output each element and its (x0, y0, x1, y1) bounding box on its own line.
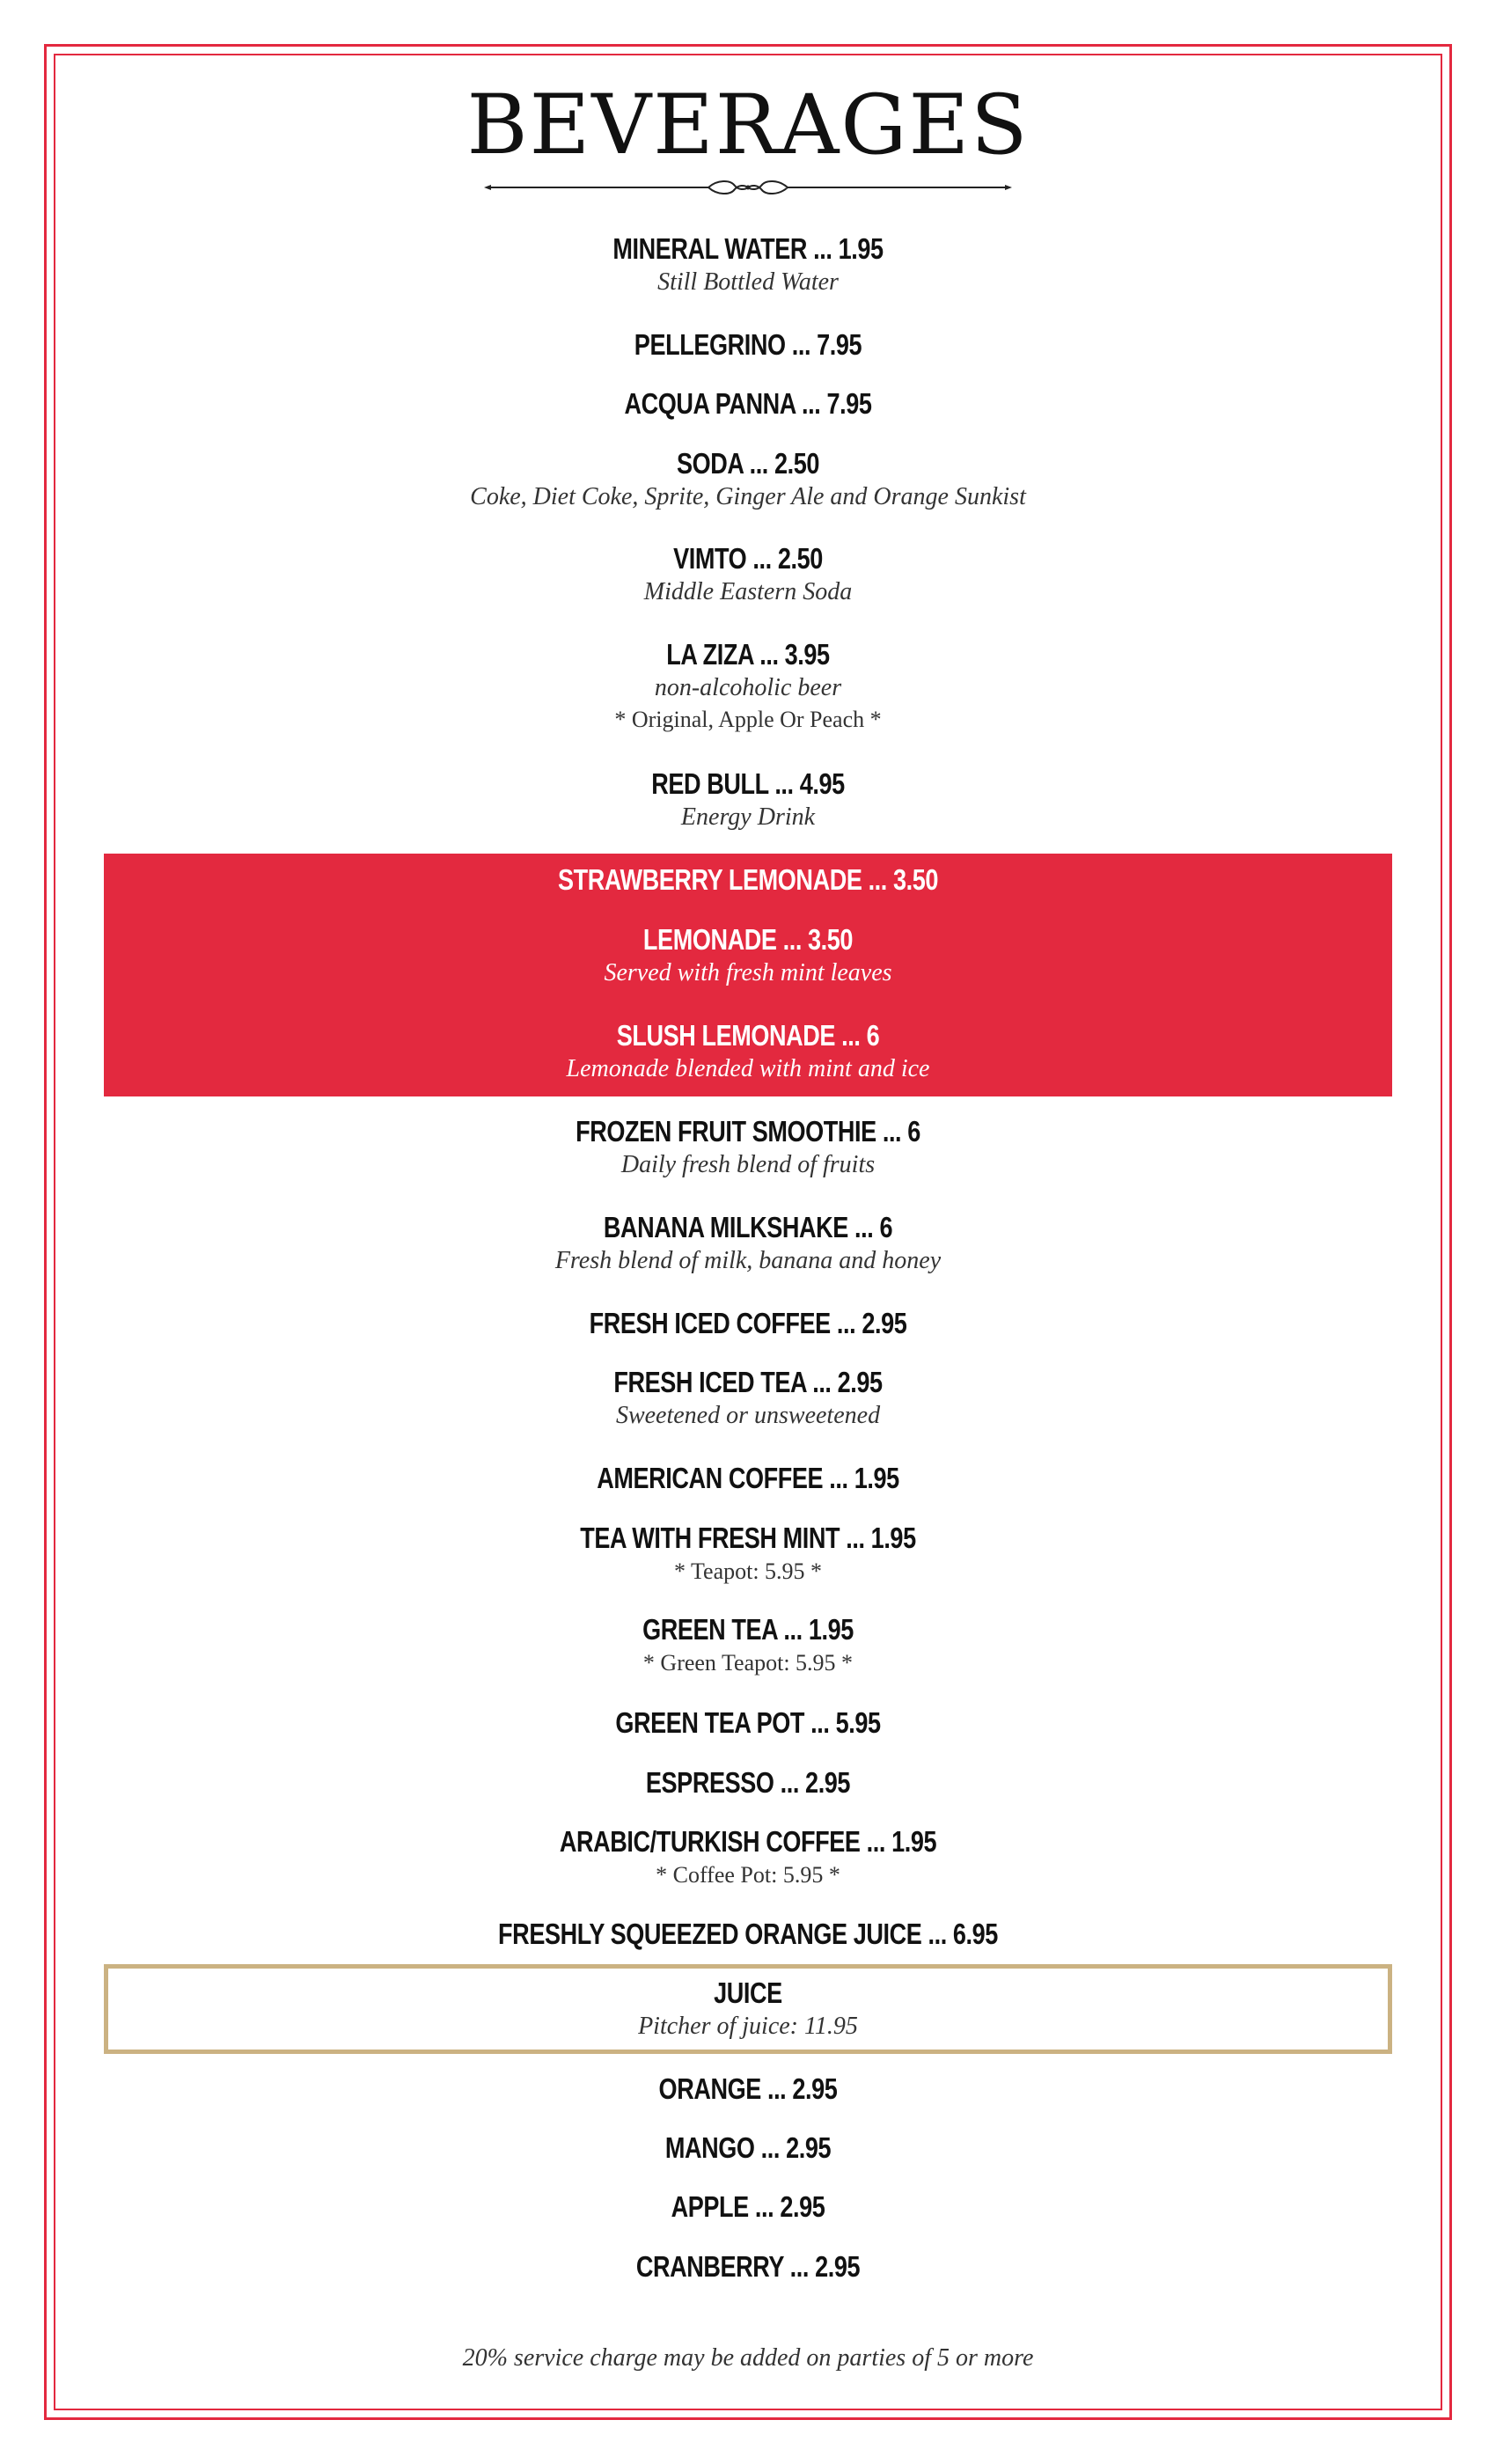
item-note: * Green Teapot: 5.95 * (642, 1650, 854, 1676)
menu-item (0, 541, 1496, 608)
item-description: Served with fresh mint leaves (604, 959, 892, 986)
item-name: STRAWBERRY LEMONADE ... 3.50 (557, 863, 939, 896)
menu-item (0, 231, 1496, 298)
item-description: Middle Eastern Soda (643, 578, 853, 605)
item-name: FRESHLY SQUEEZED ORANGE JUICE ... 6.95 (498, 1918, 998, 1950)
item-name: VIMTO ... 2.50 (673, 542, 823, 575)
item-name: AMERICAN COFFEE ... 1.95 (597, 1462, 899, 1494)
item-name: PELLEGRINO ... 7.95 (634, 328, 862, 361)
item-description: Still Bottled Water (657, 268, 839, 296)
item-name: SLUSH LEMONADE ... 6 (616, 1019, 880, 1052)
item-name: MINERAL WATER ... 1.95 (612, 232, 884, 265)
menu-item (0, 766, 1496, 833)
menu-item-highlighted (0, 922, 1496, 989)
item-name: GREEN TEA ... 1.95 (642, 1613, 854, 1646)
item-name: FRESH ICED TEA ... 2.95 (613, 1366, 883, 1398)
menu-item (0, 1365, 1496, 1432)
item-name: SODA ... 2.50 (676, 447, 820, 480)
item-name: RED BULL ... 4.95 (651, 767, 845, 800)
menu-item (0, 386, 1496, 422)
menu-item (0, 446, 1496, 513)
item-name: CRANBERRY ... 2.95 (635, 2250, 861, 2283)
juice-heading: JUICE (714, 1976, 782, 2009)
service-charge-note: 20% service charge may be added on parties of 5 or more (462, 2344, 1034, 2372)
juice-item (0, 2189, 1496, 2225)
ornamental-divider-icon (484, 176, 1012, 199)
juice-item (0, 2130, 1496, 2166)
item-name: ESPRESSO ... 2.95 (645, 1766, 851, 1799)
juice-section-header (0, 1976, 1496, 2042)
menu-item (0, 327, 1496, 363)
item-description: Sweetened or unsweetened (615, 1402, 881, 1429)
juice-description: Pitcher of juice: 11.95 (638, 2013, 858, 2040)
item-name: ACQUA PANNA ... 7.95 (624, 387, 872, 420)
item-note: * Original, Apple Or Peach * (614, 707, 882, 732)
item-note: * Coffee Pot: 5.95 * (656, 1862, 840, 1888)
menu-item (0, 1917, 1496, 1952)
item-name: TEA WITH FRESH MINT ... 1.95 (580, 1522, 916, 1554)
item-name: FROZEN FRUIT SMOOTHIE ... 6 (576, 1115, 920, 1148)
menu-item (0, 1824, 1496, 1891)
juice-item (0, 2072, 1496, 2107)
menu-item (0, 1306, 1496, 1341)
item-description: Energy Drink (680, 803, 816, 831)
item-name: GREEN TEA POT ... 5.95 (615, 1706, 881, 1739)
item-description: Daily fresh blend of fruits (620, 1151, 876, 1178)
item-description: Coke, Diet Coke, Sprite, Ginger Ale and Orange Sunkist (470, 483, 1026, 510)
juice-item (0, 2249, 1496, 2284)
item-name: APPLE ... 2.95 (671, 2190, 825, 2223)
menu-title: BEVERAGES (466, 77, 1030, 173)
menu-item (0, 1461, 1496, 1496)
menu-item (0, 1114, 1496, 1181)
item-description: Fresh blend of milk, banana and honey (554, 1247, 942, 1274)
menu-item (0, 1765, 1496, 1800)
item-name: ORANGE ... 2.95 (658, 2072, 838, 2105)
item-note: * Teapot: 5.95 * (673, 1558, 823, 1584)
item-name: LEMONADE ... 3.50 (642, 923, 854, 956)
item-name: MANGO ... 2.95 (664, 2131, 832, 2164)
menu-item (0, 1521, 1496, 1588)
item-name: ARABIC/TURKISH COFFEE ... 1.95 (559, 1825, 937, 1858)
menu-item (0, 1612, 1496, 1679)
item-description: non-alcoholic beer (654, 674, 842, 701)
menu-item-highlighted (0, 1018, 1496, 1085)
item-name: BANANA MILKSHAKE ... 6 (603, 1211, 893, 1243)
item-description: Lemonade blended with mint and ice (566, 1055, 930, 1082)
item-name: LA ZIZA ... 3.95 (666, 638, 830, 671)
menu-item (0, 1210, 1496, 1277)
menu-item (0, 1705, 1496, 1741)
menu-item-highlighted (0, 862, 1496, 898)
menu-item (0, 637, 1496, 736)
item-name: FRESH ICED COFFEE ... 2.95 (589, 1307, 907, 1339)
